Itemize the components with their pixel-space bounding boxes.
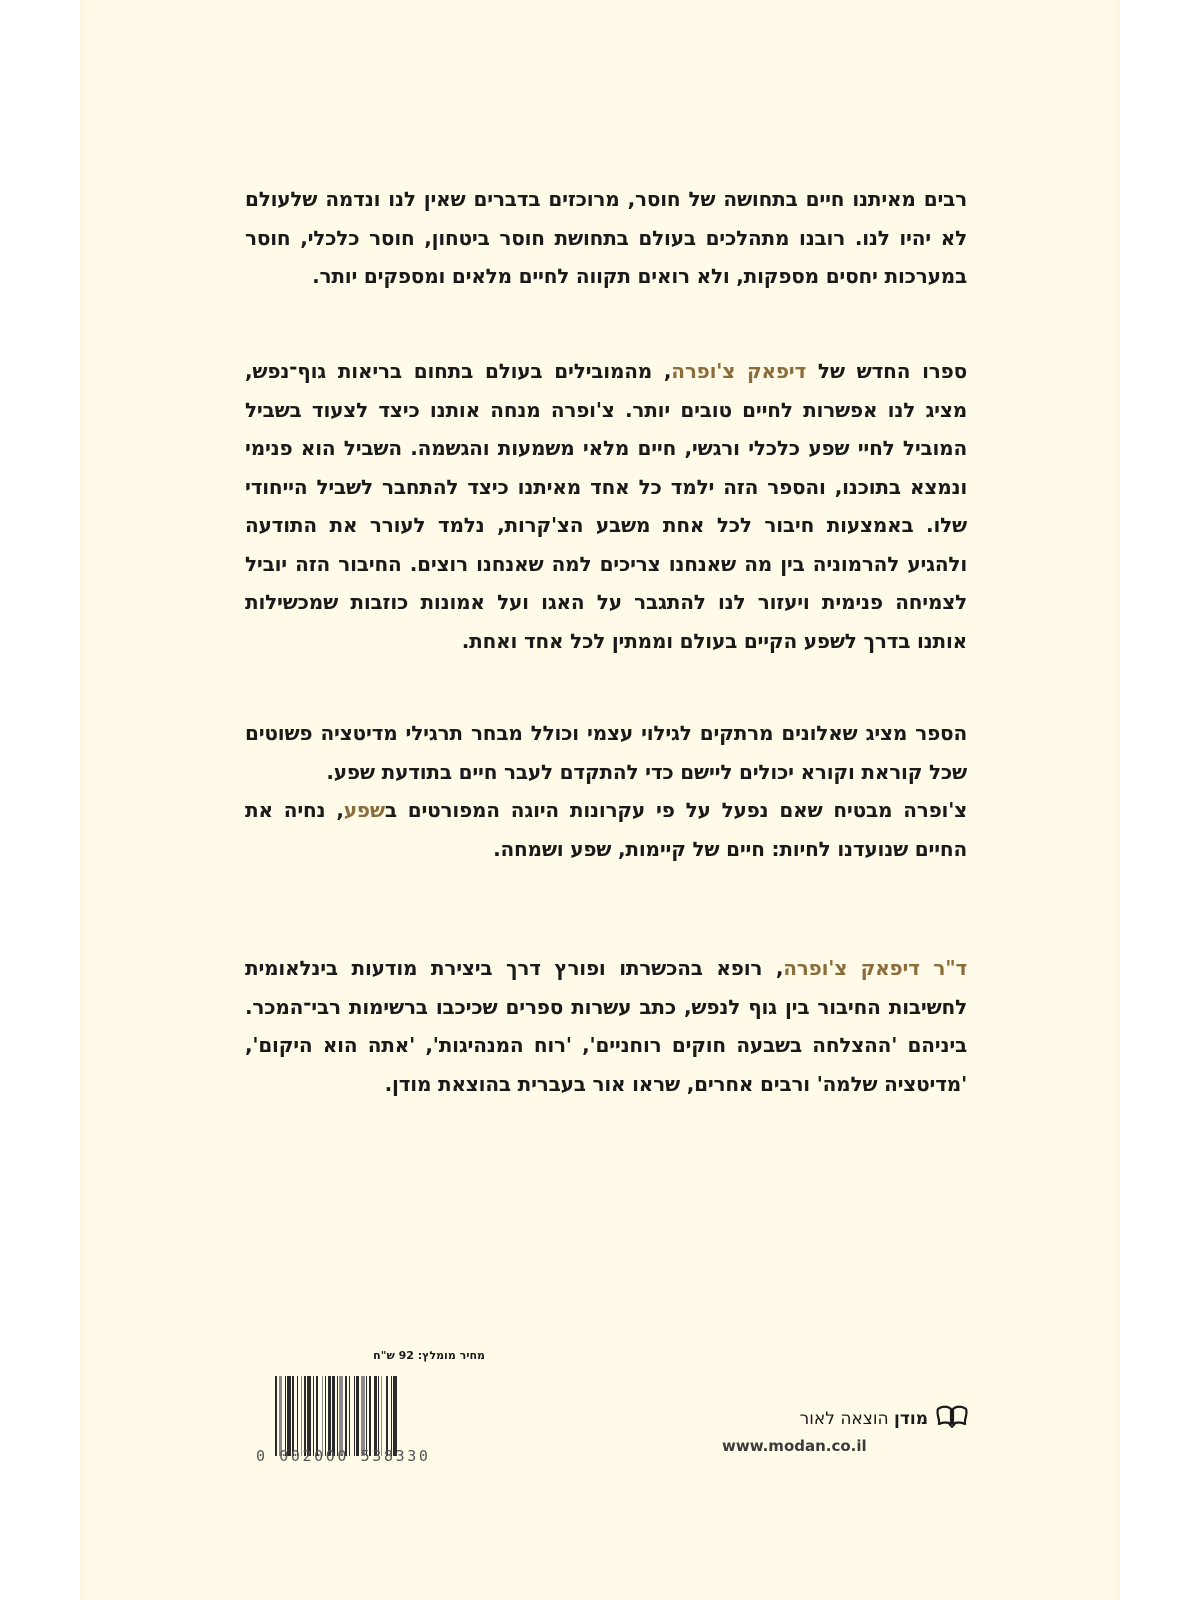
publisher-name-bold: מודן [894,1408,928,1429]
publisher-name [800,1409,928,1429]
paragraph-text [245,352,967,660]
body-text: ספרו החדש של [806,359,967,383]
paragraph-about-book [245,352,967,660]
body-text: צ'ופרה מבטיח שאם נפעל על פי עקרונות היוגה המפורטים ב [384,798,967,822]
publisher-name-rest: הוצאה לאור [799,1408,895,1429]
highlighted-text: דיפאק צ'ופרה [671,359,807,383]
publisher-logo-row [720,1404,970,1433]
book-back-cover [80,0,1120,1600]
paragraph-about-author [245,949,967,1103]
barcode-digits: 0 002000 538330 [256,1447,431,1465]
highlighted-text: ד"ר דיפאק צ'ופרה [783,956,968,980]
paragraph-text [245,180,967,296]
highlighted-text: שפע [343,798,385,822]
paragraph-intro [245,180,967,296]
price-label: מחיר מומלץ: 92 ש"ח [373,1349,485,1362]
publisher-block [720,1404,970,1464]
open-book-icon [934,1404,970,1433]
body-text: רבים מאיתנו חיים בתחושה של חוסר, מרוכזים בדברים שאין לנו ונדמה שלעולם לא יהיו לנו. רובנו מתהלכים בעולם בתחושת חוסר ביטחון, חוסר כלכלי, חוסר במערכות יחסים מספקות, ולא רואים תקווה לחיים מלאים ומספקים יותר. [245,187,967,288]
body-text: , נחיה את החיים שנועדנו לחיות: חיים של קיימות, שפע ושמחה. [245,798,967,861]
barcode-bar [393,1376,397,1456]
barcode [275,1376,487,1456]
body-text: הספר מציג שאלונים מרתקים לגילוי עצמי וכולל מבחר תרגילי מדיטציה פשוטים שכל קוראת וקורא יכולים ליישם כדי להתקדם לעבר חיים בתודעת שפע. [245,721,967,784]
paragraph-text [245,949,967,1103]
publisher-url: www.modan.co.il [722,1437,867,1455]
paragraph-exercises [245,714,967,868]
body-text: , רופא בהכשרתו ופורץ דרך ביצירת מודעות בינלאומית לחשיבות החיבור בין גוף לנפש, כתב עשרות ספרים שכיכבו ברשימות רבי־המכר. ביניהם 'ההצלחה בשבעה חוקים רוחניים', 'רוח המנהיגות', 'אתה הוא היקום', 'מדיטציה שלמה' ורבים אחרים, שראו אור בעברית בהוצאת מודן. [245,956,967,1096]
paragraph-text [245,714,967,868]
body-text: , מהמובילים בעולם בתחום בריאות גוף־נפש, מציג לנו אפשרות לחיים טובים יותר. צ'ופרה מנחה אותנו כיצד לצעוד בשביל המוביל לחיי שפע כלכלי ורגשי, חיים מלאי משמעות והגשמה. השביל הוא פנימי ונמצא בתוכנו, והספר הזה ילמד כל אחד מאיתנו כיצד להתחבר לשביל הייחודי שלו. באמצעות חיבור לכל אחת משבע הצ'קרות, נלמד לעורר את התודעה ולהגיע להרמוניה בין מה שאנחנו צריכים למה שאנחנו רוצים. החיבור הזה יוביל לצמיחה פנימית ויעזור לנו להתגבר על האגו ועל אמונות כוזבות שמכשילות אותנו בדרך לשפע הקיים בעולם וממתין לכל אחד ואחת. [245,359,967,653]
